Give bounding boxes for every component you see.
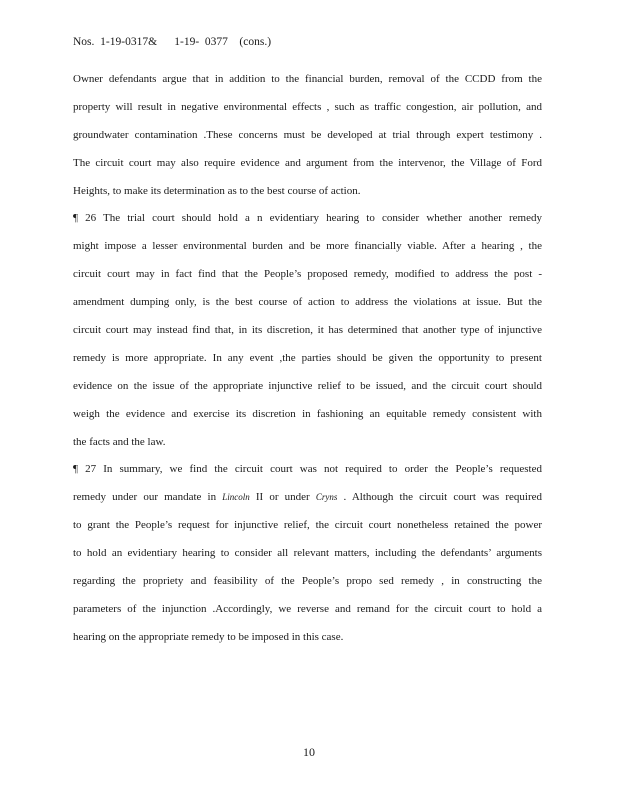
- text-line: groundwater contamination .These concerns must be developed at trial through expert testimony .: [73, 128, 542, 141]
- text-line: amendment dumping only, is the best course of action to address the violations at issue. But the: [73, 296, 542, 309]
- text-line: circuit court may instead find that, in its discretion, it has determined that another type of injunctive: [73, 324, 542, 337]
- text-line: The circuit court may also require evidence and argument from the intervenor, the Village of Ford: [73, 156, 542, 169]
- case-number-header: Nos. 1-19-0317& 1-19- 0377 (cons.): [73, 36, 272, 48]
- text-line: weigh the evidence and exercise its discretion in fashioning an equitable remedy consistent with: [73, 407, 542, 420]
- page-number: 10: [303, 745, 315, 759]
- text-line: evidence on the issue of the appropriate injunctive relief to be issued, and the circuit court should: [73, 379, 542, 392]
- text-line: to hold an evidentiary hearing to consider all relevant matters, including the defendants’ arguments: [73, 547, 542, 560]
- text-line-with-case-citations: remedy under our mandate in Lincoln II or under Cryns . Although the circuit court was required: [73, 491, 542, 504]
- text-line: regarding the propriety and feasibility of the People’s propo sed remedy , in constructing the: [73, 575, 542, 588]
- paragraph-26-first-line: ¶ 26 The trial court should hold a n evidentiary hearing to consider whether another remedy: [73, 212, 542, 225]
- text-line: remedy is more appropriate. In any event ,the parties should be given the opportunity to present: [73, 351, 542, 364]
- text-line: hearing on the appropriate remedy to be imposed in this case.: [73, 630, 344, 643]
- text-line: the facts and the law.: [73, 435, 166, 448]
- text-line: circuit court may in fact find that the People’s proposed remedy, modified to address the post -: [73, 268, 542, 281]
- opinion-body: [73, 70, 542, 656]
- text-line: Owner defendants argue that in addition to the financial burden, removal of the CCDD from the: [73, 73, 542, 85]
- text-line: Heights, to make its determination as to the best course of action.: [73, 184, 361, 197]
- text-line: to grant the People’s request for injunctive relief, the circuit court nonetheless retained the power: [73, 519, 542, 532]
- case-name-lincoln: Lincoln: [222, 492, 250, 503]
- text-line: might impose a lesser environmental burden and be more financially viable. After a hearing , the: [73, 240, 542, 253]
- case-name-cryns: Cryns: [315, 492, 338, 503]
- text-line: parameters of the injunction .Accordingly, we reverse and remand for the circuit court to hold a: [73, 602, 542, 615]
- paragraph-27-first-line: ¶ 27 In summary, we find the circuit court was not required to order the People’s requested: [73, 463, 542, 476]
- text-line: property will result in negative environmental effects , such as traffic congestion, air pollution, and: [73, 100, 542, 113]
